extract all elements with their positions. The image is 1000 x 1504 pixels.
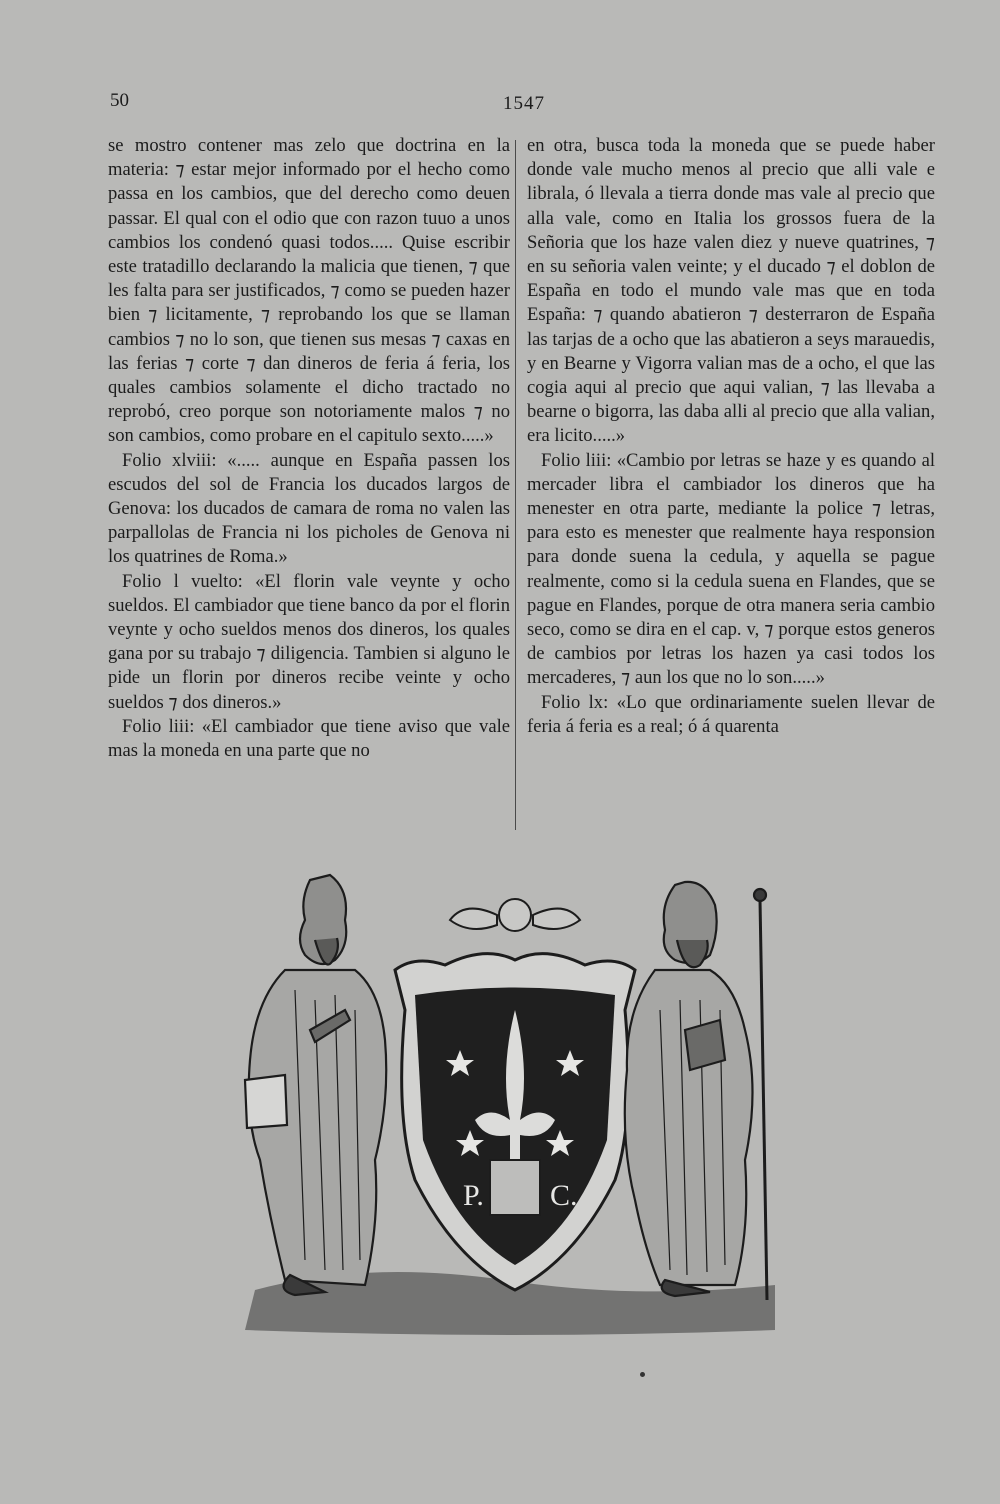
page-number: 50 <box>110 90 129 111</box>
column-divider <box>515 140 516 830</box>
paragraph: en otra, busca toda la moneda que se puede haber donde vale mucho menos al precio que alli vale e librala, ó llevala a tierra donde mas vale al precio que alla vale, como en Italia los grossos fuera de la Señoria que los haze valen diez y nueve quatrines, ⁊ en su señoria valen veinte; y el ducado ⁊ el doblon de España en todo el mundo vale mas que en toda España: ⁊ quando abatieron ⁊ desterraron de España las tarjas de a ocho que las abatieron a seys marauedis, y en Bearne y Vigorra valian mas de a ocho, el que las cogia aqui al precio que aqui valian, ⁊ las llevaba a bearne o bigorra, las daba alli al precio que alla valian, era licito.....» <box>527 135 935 447</box>
paragraph: Folio lx: «Lo que ordinariamente suelen llevar de feria á feria es a real; ó á quarenta <box>527 691 935 737</box>
cherub-head <box>450 899 580 931</box>
ink-dot <box>640 1372 645 1377</box>
woodcut-illustration <box>215 860 790 1340</box>
right-saint-book <box>685 1020 725 1070</box>
paragraph: Folio liii: «Cambio por letras se haze y es quando al mercader libra el cambiador los dineros que ha menester en otra parte, mediante la police ⁊ letras, para esto es menester que realmente haya responsion para donde suena la cedula, y aquella se pague realmente, como si la cedula suena en Flandes, que se pague en Flandes, porque de otra manera seria cambio seco, como se dira en el cap. v, ⁊ porque estos generos de cambios por letras los hazen ya casi todos los mercaderes, ⁊ aun los que no lo son.....» <box>527 449 935 689</box>
left-saint-book <box>245 1075 287 1128</box>
page-year-heading: 1547 <box>503 93 545 114</box>
heraldic-shield <box>395 899 635 1290</box>
left-saint-figure <box>245 875 386 1295</box>
pilgrim-staff <box>760 900 767 1300</box>
paragraph: Folio liii: «El cambiador que tiene aviso que vale mas la moneda en una parte que no <box>108 715 510 762</box>
left-text-column <box>108 134 510 763</box>
right-text-column <box>527 134 935 739</box>
shield-letter-c: C. <box>550 1179 578 1212</box>
right-saint-figure <box>625 882 767 1300</box>
paragraph: Folio l vuelto: «El florin vale veynte y ocho sueldos. El cambiador que tiene banco da por el florin veynte y ocho sueldos menos dos dineros, los quales gana por su trabajo ⁊ diligencia. Tambien si alguno le pide un florin por dineros recibe veinte y ocho sueldos ⁊ dos dineros.» <box>108 570 510 713</box>
shield-letter-p: P. <box>463 1179 484 1212</box>
paragraph: se mostro contener mas zelo que doctrina en la materia: ⁊ estar mejor informado por el hecho como passa en los cambios, que del derecho como deuen passar. El qual con el odio que con razon tuuo a unos cambios los condenó quasi todos..... Quise escribir este tratadillo declarando la malicia que tienen, ⁊ que les falta para ser justificados, ⁊ como se pueden hazer bien ⁊ licitamente, ⁊ reprobando los que se llaman cambios ⁊ no lo son, que tienen sus mesas ⁊ caxas en las ferias ⁊ corte ⁊ dan dineros de feria á feria, los quales cambios solamente el dicho tractado no reprobó, creo porque son notoriamente malos ⁊ no son cambios, como probare en el capitulo sexto.....» <box>108 135 510 447</box>
paragraph: Folio xlviii: «..... aunque en España passen los escudos del sol de Francia los ducados largos de Genova: los ducados de camara de roma no valen las parpallolas de Francia ni los picholes de Genova ni los quatrines de Roma.» <box>108 449 510 568</box>
